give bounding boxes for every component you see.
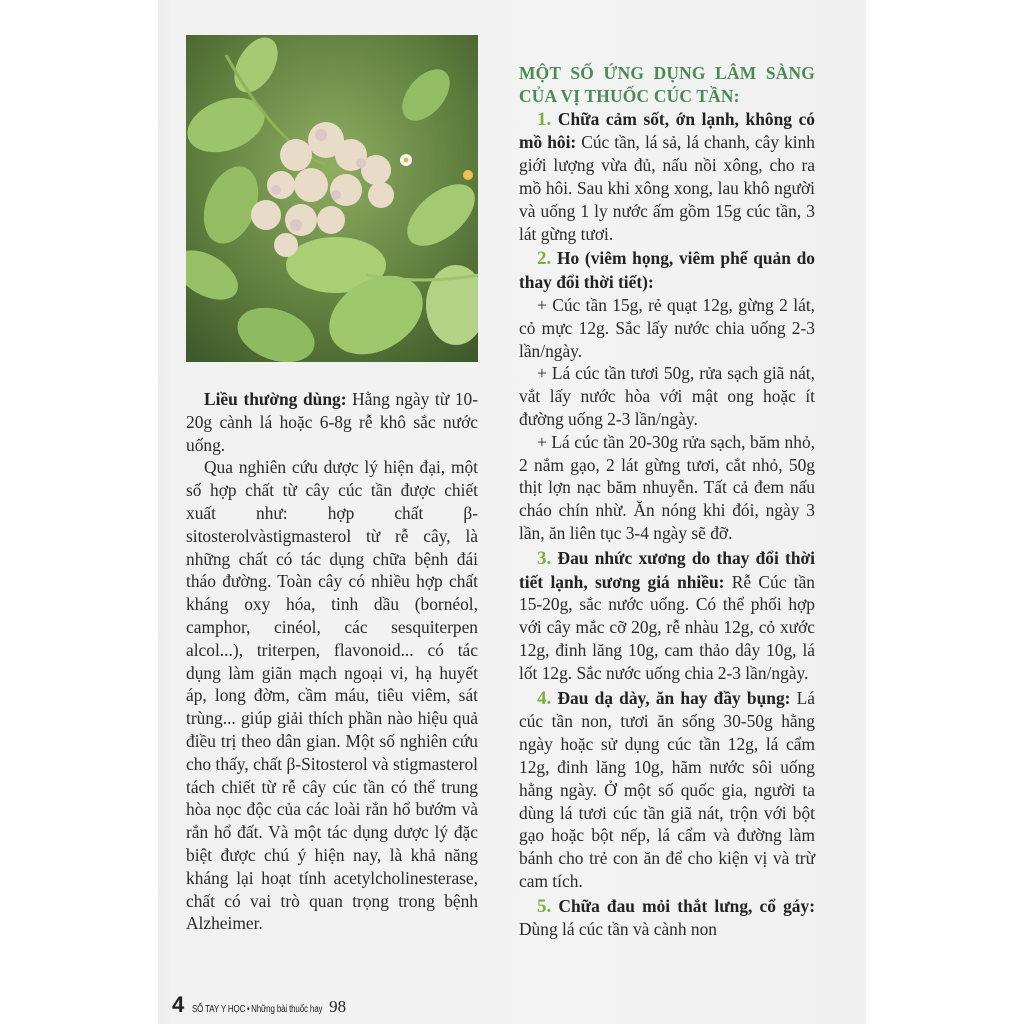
item-number: 3. bbox=[537, 547, 552, 569]
dosage-label: Liều thường dùng: bbox=[204, 389, 347, 409]
book-title-text: SỔ TAY Y HỌC bbox=[192, 1004, 246, 1015]
remedy-sub-item: + Cúc tần 15g, rẻ quạt 12g, gừng 2 lát, cỏ mực 12g. Sắc lấy nước chia uống 2-3 lần/ngày. bbox=[519, 294, 815, 361]
item-text: Lá cúc tần non, tươi ăn sống 30-50g hằng ngày hoặc sử dụng cúc tần 12g, lá cẩm 12g, đinh lăng 10g, hãm nước sôi uống hằng ngày. Ở một số quốc gia, người ta dùng lá tươi cúc tần giã nát, trộn với bột gạo hoặc bột nếp, lá cẩm và đường làm bánh cho trẻ con ăn để cho kiện vị và trừ cam tích. bbox=[519, 687, 815, 891]
item-title: Chữa cảm sốt, ớn lạnh, không có mồ hôi: bbox=[519, 108, 815, 153]
dosage-text: Hằng ngày từ 10-20g cành lá hoặc 6-8g rễ khô sắc nước uống. bbox=[186, 389, 478, 455]
remedy-item-1 bbox=[519, 108, 815, 246]
section-heading: MỘT SỐ ỨNG DỤNG LÂM SÀNG CỦA VỊ THUỐC CÚC TẦN: bbox=[519, 63, 815, 106]
item-title: Đau nhức xương do thay đổi thời tiết lạnh, sương giá nhiều: bbox=[519, 547, 815, 592]
cuc-tan-plant-image bbox=[186, 35, 478, 362]
research-paragraph: Qua nghiên cứu dược lý hiện đại, một số hợp chất từ cây cúc tần được chiết xuất như: hợp chất β-sitosterolvàstigmasterol từ rễ cây, là những chất có tác dụng chữa bệnh đái tháo đường. Toàn cây có nhiều hợp chất kháng oxy hóa, tinh dầu (bornéol, camphor, cinéol, các sesquiterpen alcol...), triterpen, flavonoid... có tác dụng làm giãn mạch ngoại vi, hạ huyết áp, long đờm, cầm máu, tiêu viêm, sát trùng... giúp giải thích phần nào hiệu quả điều trị theo dân gian. Một số nghiên cứu cho thấy, chất β-Sitosterol và stigmasterol tách chiết từ rễ cây cúc tần có thể trung hòa nọc độc của các loài rắn hổ bướm và rắn hổ đất. Và một tác dụng dược lý đặc biệt được chú ý hiện nay, là khả năng kháng lại hoạt tính acetylcholinesterase, chất có vai trò quan trọng trong bệnh Alzheimer. bbox=[186, 457, 478, 934]
series-name: Những bài thuốc hay bbox=[251, 1004, 323, 1015]
remedy-sub-item: + Lá cúc tần tươi 50g, rửa sạch giã nát, vắt lấy nước hòa với mật ong hoặc ít đường uống 2-3 lần/ngày. bbox=[519, 363, 815, 429]
dosage-paragraph bbox=[186, 388, 478, 456]
remedy-item-3 bbox=[519, 547, 815, 685]
remedy-sub-item: + Lá cúc tần 20-30g rửa sạch, băm nhỏ, 2 nắm gạo, 2 lát gừng tươi, cắt nhỏ, 50g thịt lợn nạc băm nhuyễn. Tất cả đem nấu cháo chín nhừ. Ăn nóng khi đói, ngày 3 lần, ăn liên tục 3-4 ngày sẽ đỡ. bbox=[519, 431, 815, 543]
left-column bbox=[186, 388, 478, 935]
item-title: Chữa đau mỏi thắt lưng, cổ gáy: bbox=[551, 895, 815, 916]
item-title: Đau dạ dày, ăn hay đầy bụng: bbox=[551, 687, 791, 708]
remedy-item-5 bbox=[519, 895, 815, 942]
item-text: Rễ Cúc tần 15-20g, sắc nước uống. Có thể phối hợp với cây mắc cỡ 20g, rễ nhàu 12g, cỏ xước 12g, đinh lăng 10g, cam thảo dây 10g, lá lốt 12g. Sắc nước uống chia 2-3 lần/ngày. bbox=[519, 571, 815, 683]
issue-number: 98 bbox=[329, 997, 347, 1016]
item-text: Cúc tần, lá sả, lá chanh, cây kinh giới lượng vừa đủ, nấu nồi xông, cho ra mồ hôi. Sau khi xông xong, lau khô người và uống 1 ly nước ấm gồm 15g cúc tần, 3 lát gừng tươi. bbox=[519, 132, 815, 244]
remedy-item-4 bbox=[519, 687, 815, 893]
plant-photo bbox=[186, 35, 478, 362]
page-footer bbox=[172, 992, 346, 1018]
item-number: 1. bbox=[537, 108, 552, 130]
page-number: 4 bbox=[172, 992, 185, 1017]
item-number: 5. bbox=[537, 895, 552, 917]
item-number: 2. bbox=[537, 248, 552, 270]
title-separator: • bbox=[247, 1004, 250, 1015]
item-title: Ho (viêm họng, viêm phế quản do thay đổi thời tiết): bbox=[519, 248, 815, 293]
right-column bbox=[519, 62, 815, 941]
book-title bbox=[192, 1004, 322, 1015]
item-text: Dùng lá cúc tần và cành non bbox=[519, 919, 717, 940]
remedy-item-2 bbox=[519, 247, 815, 294]
item-number: 4. bbox=[537, 687, 552, 709]
